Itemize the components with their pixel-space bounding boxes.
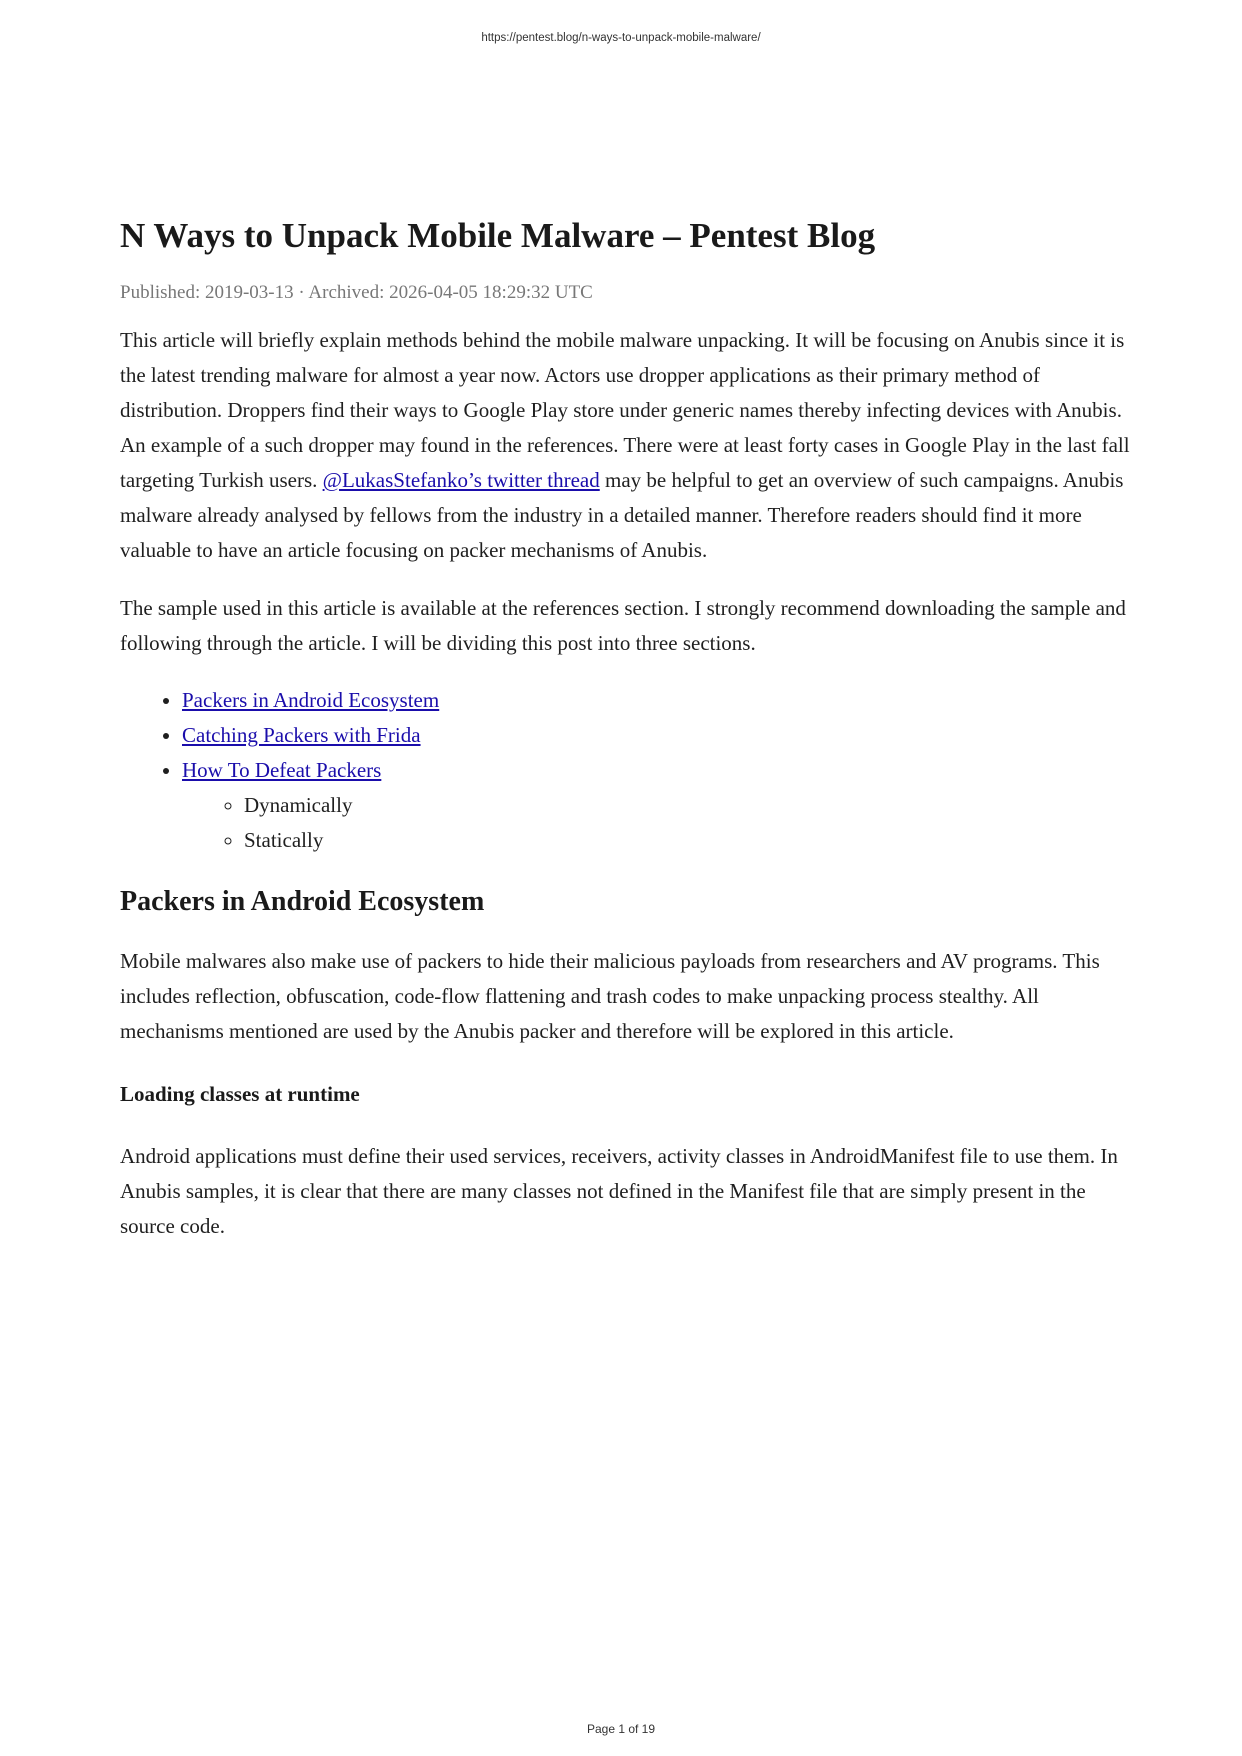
twitter-thread-link[interactable]: @LukasStefanko’s twitter thread — [322, 468, 600, 492]
subsection-loading-classes-paragraph: Android applications must define their used services, receivers, activity classes in AndroidManifest file to use them. In Anubis samples, it is clear that there are many classes not defined in the Manifest file that are simply present in the source code. — [120, 1144, 1118, 1238]
page-url-header: https://pentest.blog/n-ways-to-unpack-mobile-malware/ — [481, 32, 761, 44]
article-content — [120, 212, 1130, 1244]
intro-paragraph — [120, 323, 1130, 568]
page-number-footer: Page 1 of 19 — [586, 1722, 656, 1736]
article-title: N Ways to Unpack Mobile Malware – Pentest Blog — [120, 216, 876, 255]
subsection-heading-loading-classes: Loading classes at runtime — [120, 1082, 360, 1106]
section-packers-paragraph: Mobile malwares also make use of packers to hide their malicious payloads from researchers and AV programs. This includes reflection, obfuscation, code-flow flattening and trash codes to make unpacking process stealthy. All mechanisms mentioned are used by the Anubis packer and therefore will be explored in this article. — [120, 949, 1100, 1043]
sample-paragraph: The sample used in this article is available at the references section. I strongly recommend downloading the sample and following through the article. I will be dividing this post into three sections. — [120, 596, 1126, 655]
toc-link-packers-in-android-ecosystem[interactable]: Packers in Android Ecosystem — [182, 688, 440, 712]
toc-link-how-to-defeat-packers[interactable]: How To Defeat Packers — [182, 758, 382, 782]
toc-sublist — [182, 788, 1130, 858]
article-meta: Published: 2019-03-13 · Archived: 2026-04-05 18:29:32 UTC — [120, 282, 593, 303]
toc-subitem-dynamically: ◦ Dynamically — [244, 788, 1130, 823]
section-heading-packers: Packers in Android Ecosystem — [120, 886, 485, 917]
toc-link-catching-packers-with-frida[interactable]: Catching Packers with Frida — [182, 723, 421, 747]
intro-text-after-link: may be helpful to get an overview of such campaigns. Anubis malware already analysed by fellows from the industry in a detailed manner. Therefore readers should find it more valuable to have an article focusing on packer mechanisms of Anubis. — [120, 468, 1124, 562]
table-of-contents — [120, 683, 1130, 858]
toc-item-defeat — [182, 753, 1130, 858]
toc-subitem-statically: ◦ Statically — [244, 823, 1130, 858]
intro-text-before-link: This article will briefly explain methods behind the mobile malware unpacking. It will be focusing on Anubis since it is the latest trending malware for almost a year now. Actors use dropper applications as their primary method of distribution. Droppers find their ways to Google Play store under generic names thereby infecting devices with Anubis. An example of a such dropper may found in the references. There were at least forty cases in Google Play in the last fall targeting Turkish users. — [120, 328, 1130, 492]
toc-item-packers — [182, 683, 1130, 718]
toc-item-frida — [182, 718, 1130, 753]
